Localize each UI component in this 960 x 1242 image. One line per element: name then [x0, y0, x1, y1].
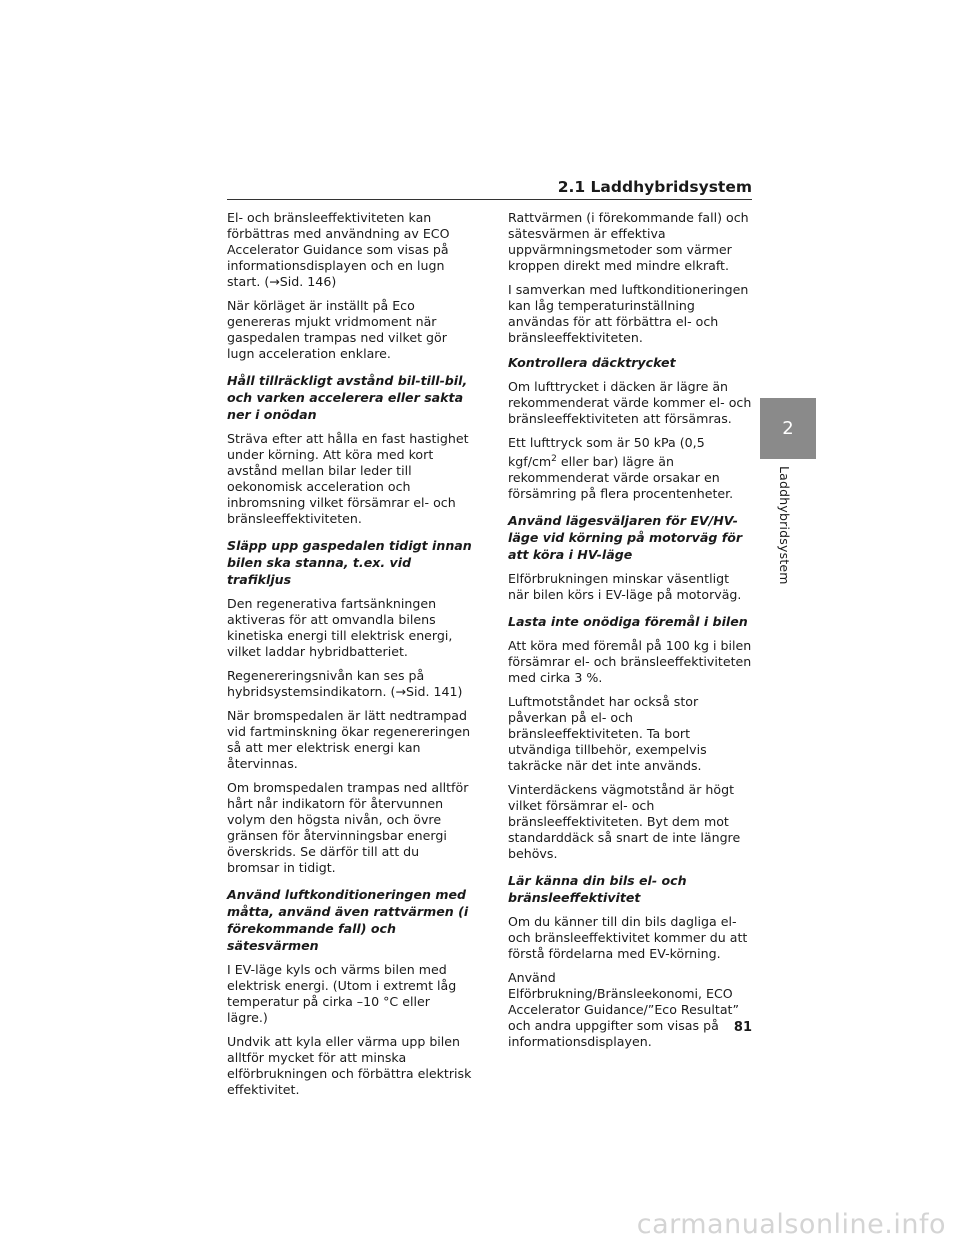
subheading: Kontrollera däcktrycket	[508, 355, 676, 370]
paragraph: I EV-läge kyls och värms bilen med elektrisk energi. (Utom i extremt låg temperatur på cirka –10 °C eller lägre.)	[227, 962, 457, 1025]
paragraph: Använd Elförbrukning/Bränsleekonomi, ECO Accelerator Guidance/”Eco Resultat” och andra uppgifter som visas på informationsdisplayen.	[508, 970, 740, 1050]
left-column	[227, 210, 472, 1106]
chapter-label: Laddhybridsystem	[777, 466, 792, 585]
paragraph	[508, 435, 753, 502]
subheading: Lär känna din bils el- och bränsleeffektivitet	[508, 873, 687, 906]
paragraph: El- och bränsleeffektiviteten kan förbättras med användning av ECO Accelerator Guidance som visas på informationsdisplayen och en lugn start. (→Sid. 146)	[227, 210, 450, 289]
chapter-tab	[760, 398, 816, 459]
header-divider	[227, 199, 752, 200]
superscript: 2	[551, 454, 557, 464]
paragraph: När bromspedalen är lätt nedtrampad vid fartminskning ökar regenereringen så att mer elektrisk energi kan återvinnas.	[227, 708, 471, 771]
paragraph: Om du känner till din bils dagliga el- och bränsleeffektivitet kommer du att förstå fördelarna med EV-körning.	[508, 914, 748, 962]
paragraph: Luftmotståndet har också stor påverkan på el- och bränsleeffektiviteten. Ta bort utvändiga tillbehör, exempelvis takräcke när det inte används.	[508, 694, 707, 774]
section-title: 2.1 Laddhybridsystem	[557, 178, 752, 196]
paragraph: Rattvärmen (i förekommande fall) och sätesvärmen är effektiva uppvärmningsmetoder som värmer kroppen direkt med mindre elkraft.	[508, 210, 749, 273]
text-run: eller bar) lägre än rekommenderat värde orsakar en försämring på flera procentenheter.	[508, 454, 734, 502]
paragraph: Den regenerativa fartsänkningen aktiveras för att omvandla bilens kinetiska energi till elektrisk energi, vilket laddar hybridbatteriet.	[227, 596, 453, 659]
paragraph: Sträva efter att hålla en fast hastighet under körning. Att köra med kort avstånd mellan bilar leder till oekonomisk acceleration och inbromsning vilket försämrar el- och bränsleeffektiviteten.	[227, 431, 469, 526]
paragraph: Om bromspedalen trampas ned alltför hårt når indikatorn för återvunnen volym den högsta nivån, och övre gränsen för återvinningsbar energi överskrids. Se därför till att du bromsar in tidigt.	[227, 780, 469, 875]
subheading: Använd luftkonditioneringen med måtta, använd även rattvärmen (i förekommande fall) och sätesvärmen	[227, 887, 469, 953]
paragraph: När körläget är inställt på Eco genereras mjukt vridmoment när gaspedalen trampas ned vilket gör lugn acceleration enklare.	[227, 298, 447, 361]
paragraph: Elförbrukningen minskar väsentligt när bilen körs i EV-läge på motorväg.	[508, 571, 742, 603]
watermark: carmanualsonline.info	[636, 1209, 946, 1240]
paragraph: Att köra med föremål på 100 kg i bilen försämrar el- och bränsleeffektiviteten med cirka 3 %.	[508, 638, 752, 686]
paragraph: Om lufttrycket i däcken är lägre än rekommenderat värde kommer el- och bränsleeffektiviteten att försämras.	[508, 379, 752, 426]
right-column	[508, 210, 753, 1058]
subheading: Lasta inte onödiga föremål i bilen	[508, 614, 748, 630]
page-number: 81	[733, 1020, 752, 1035]
subheading: Håll tillräckligt avstånd bil-till-bil, och varken accelerera eller sakta ner i onödan	[227, 373, 468, 422]
subheading: Släpp upp gaspedalen tidigt innan bilen ska stanna, t.ex. vid trafikljus	[227, 538, 472, 587]
paragraph: Regenereringsnivån kan ses på hybridsystemsindikatorn. (→Sid. 141)	[227, 668, 463, 699]
subheading: Använd lägesväljaren för EV/HV-läge vid körning på motorväg för att köra i HV-läge	[508, 513, 743, 563]
chapter-number: 2	[782, 418, 794, 439]
text-run: Ett lufttryck som är 50 kPa (0,5 kgf/cm	[508, 435, 705, 470]
paragraph: Vinterdäckens vägmotstånd är högt vilket försämrar el- och bränsleeffektiviteten. Byt dem mot standarddäck så snart de inte längre behövs.	[508, 782, 741, 862]
paragraph: I samverkan med luftkonditioneringen kan låg temperaturinställning användas för att förbättra el- och bränsleeffektiviteten.	[508, 282, 749, 345]
paragraph: Undvik att kyla eller värma upp bilen alltför mycket för att minska elförbrukningen och förbättra elektrisk effektivitet.	[227, 1034, 472, 1097]
